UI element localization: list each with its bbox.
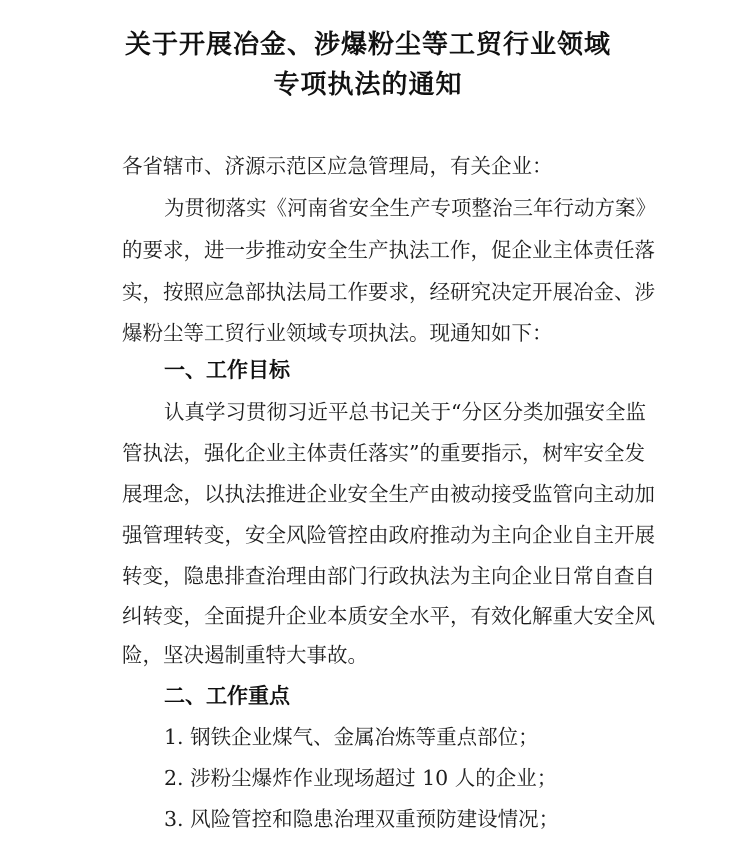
goals-line: 强管理转变，安全风险管控由政府推动为主向企业自主开展	[122, 523, 655, 547]
goals-line: 展理念，以执法推进企业安全生产由被动接受监管向主动加	[122, 482, 655, 506]
document-title-line-1: 关于开展冶金、涉爆粉尘等工贸行业领域	[124, 30, 611, 60]
goals-line: 认真学习贯彻习近平总书记关于“分区分类加强安全监	[164, 400, 646, 424]
focus-item: 1. 钢铁企业煤气、金属冶炼等重点部位；	[164, 725, 539, 749]
goals-line: 纠转变，全面提升企业本质安全水平，有效化解重大安全风	[122, 604, 655, 628]
salutation: 各省辖市、济源示范区应急管理局，有关企业：	[122, 154, 553, 178]
intro-line: 的要求，进一步推动安全生产执法工作，促企业主体责任落	[122, 238, 655, 262]
intro-line: 爆粉尘等工贸行业领域专项执法。现通知如下：	[122, 321, 553, 345]
focus-item: 3. 风险管控和隐患治理双重预防建设情况；	[164, 807, 560, 831]
goals-line: 管执法，强化企业主体责任落实”的重要指示，树牢安全发	[122, 441, 645, 465]
goals-line: 转变，隐患排查治理由部门行政执法为主向企业日常自查自	[122, 564, 655, 588]
section-heading-goals: 一、工作目标	[164, 358, 290, 382]
goals-line: 险，坚决遏制重特大事故。	[122, 643, 368, 667]
focus-item: 2. 涉粉尘爆炸作业现场超过 10 人的企业；	[164, 766, 558, 790]
intro-line: 实，按照应急部执法局工作要求，经研究决定开展冶金、涉	[122, 280, 655, 304]
intro-line: 为贯彻落实《河南省安全生产专项整治三年行动方案》	[164, 196, 656, 220]
document-title-line-2: 专项执法的通知	[273, 70, 463, 100]
section-heading-focus: 二、工作重点	[164, 684, 290, 708]
